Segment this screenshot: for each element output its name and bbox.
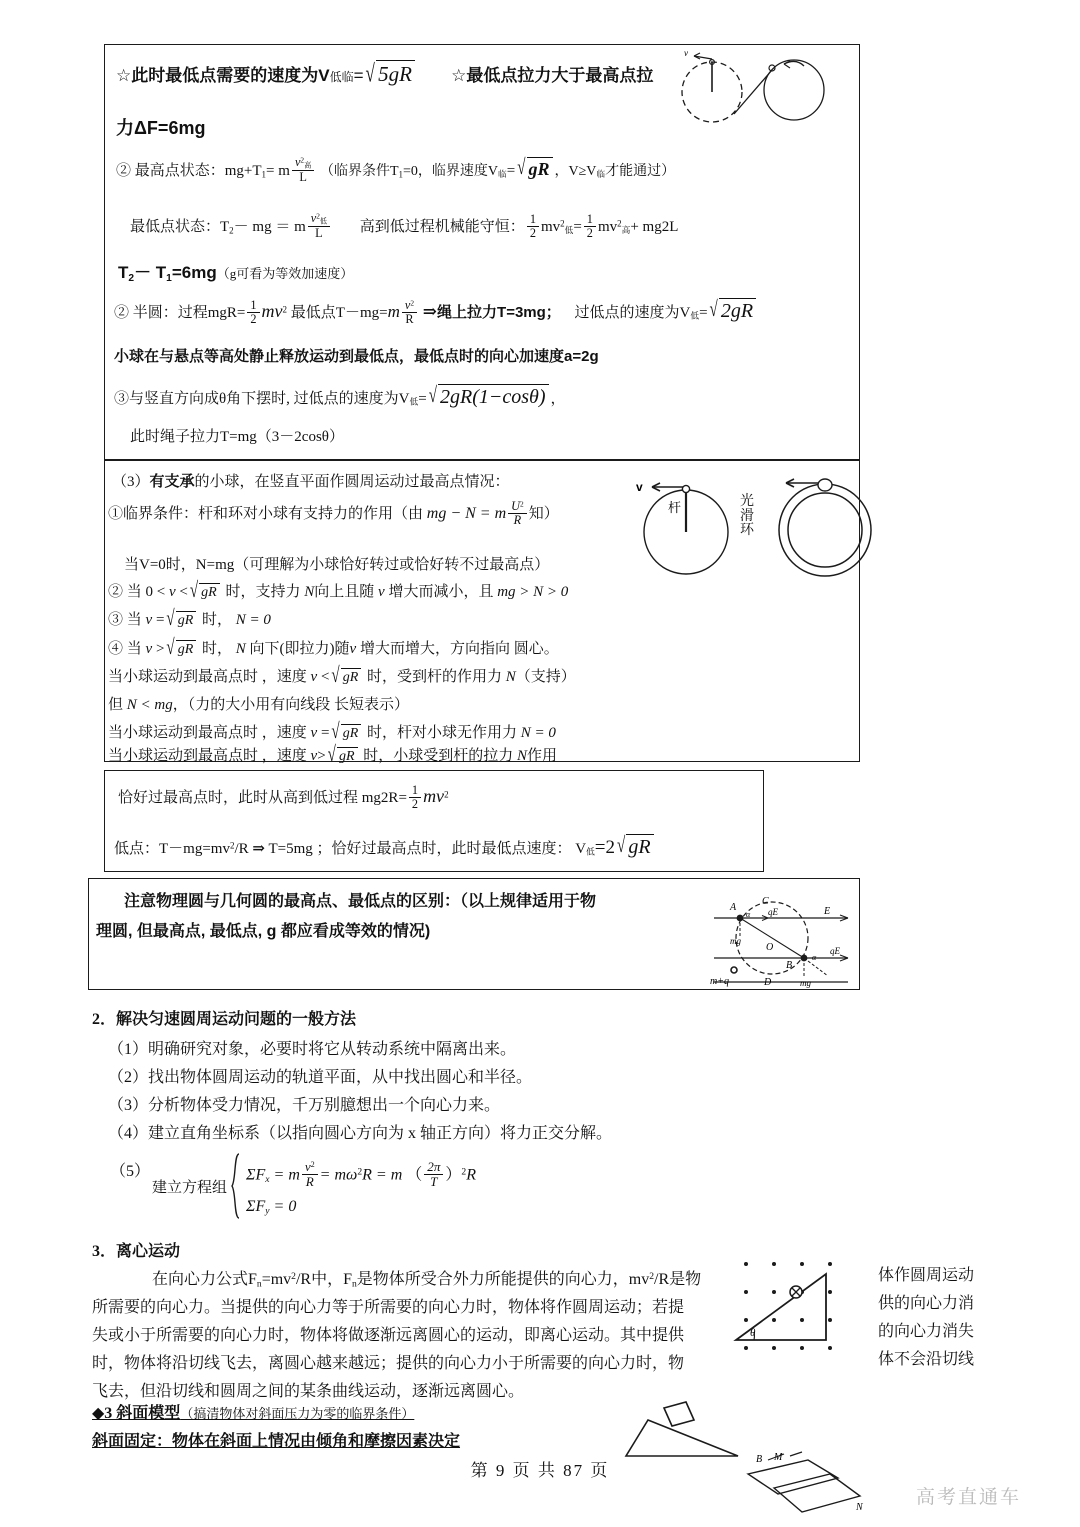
section3-para-line-3: 失或小于所需要的向心力时，物体将做逐渐远离圆心的运动，即离心运动。其中提供 <box>92 1327 685 1344</box>
section4-heading <box>92 1400 414 1423</box>
section3-right-line-3: 的向心力消失 <box>878 1323 975 1340</box>
l4-label: 高到低过程机械能守恒： <box>359 219 525 236</box>
b2l4b: < <box>179 584 188 600</box>
b2l6-rad: gR <box>176 640 197 658</box>
b3f-sup: 2 <box>444 789 449 800</box>
sqrt-gR-2: √ gR <box>190 583 222 601</box>
b2l10v: v <box>310 748 318 764</box>
b2l6gt: > <box>155 641 165 657</box>
section2-eq-line2 <box>246 1198 296 1217</box>
l3-pd: ，V≥V <box>554 164 597 180</box>
b3l2V: V <box>575 841 587 857</box>
box2-line8 <box>108 693 409 714</box>
l8-tail: ， <box>550 391 566 407</box>
label-alpha-1: α <box>746 910 751 919</box>
l4a-body: mv <box>540 219 561 236</box>
section2-item-3: （3）分析物体受力情况，千万别臆想出一个向心力来。 <box>108 1097 501 1114</box>
watermark-label: 高考直通车 <box>916 1487 1022 1508</box>
label-M: M <box>774 1452 783 1463</box>
frac-v2-L <box>292 156 314 184</box>
l3-pc: = <box>506 163 516 180</box>
b2l4a: ② 当 0 < <box>108 584 166 600</box>
s3-l1: 在向心力公式F <box>152 1271 257 1288</box>
b2l8a: 但 <box>108 697 124 713</box>
b2l7-rad: gR <box>341 668 362 686</box>
b2l4v2: v <box>378 584 385 600</box>
b2l5eq: = <box>155 612 165 628</box>
eq1g-sup: 2 <box>461 1166 467 1178</box>
b2l2-num: U <box>511 499 521 513</box>
l8-sub: 低 <box>409 396 419 407</box>
l3-pb-sub: 临 <box>498 168 507 179</box>
l4a-sup: 2 <box>560 218 565 229</box>
b2l9v: v <box>310 725 318 741</box>
section2-item-5-label: （5） <box>110 1163 151 1180</box>
b2l7lt: < <box>320 669 330 685</box>
eq1f2-num: 2π <box>424 1160 443 1175</box>
b2l4e: 增大而减小，且 <box>388 584 494 600</box>
section2-heading: 2．解决匀速圆周运动问题的一般方法 <box>92 1011 357 1028</box>
sqrt-5gR: √ 5gR <box>366 60 417 87</box>
label-A: A <box>730 902 737 913</box>
section3-para-line-5: 飞去，但沿切线和圆周之间的某条曲线运动，逐渐远离圆心。 <box>92 1383 525 1400</box>
b3l2arrow: ⇒ <box>252 841 265 857</box>
b2l9a: 当小球运动到最高点时 ，速度 <box>108 725 307 741</box>
box1-line5 <box>118 258 353 284</box>
l5-note: （g可看为等效加速度） <box>216 266 354 281</box>
box2-line1 <box>112 470 510 491</box>
eq2a: ΣF <box>246 1198 266 1215</box>
eq1a: ΣF <box>246 1166 266 1184</box>
section3-para-line-1: 在向心力公式$F_n=mv^2/R$中，$F_n$是物体所受合外力所能提供的向心力，$mv^2/R$是物 <box>152 1271 702 1290</box>
b2l4f: mg > N > 0 <box>497 584 569 600</box>
diagram-vertical-circle-loop <box>672 48 842 124</box>
l5b-sub: 1 <box>166 272 172 284</box>
l4b-sup: 2 <box>617 218 622 229</box>
b2l8b: ，（力的大小用有向线段 长短表示） <box>172 697 409 713</box>
b2l6v: v <box>145 641 153 657</box>
b2l4c: 时，支持力 <box>225 584 301 600</box>
page-footer: 第 9 页 共 87 页 <box>470 1461 610 1480</box>
brace-equations <box>230 1152 244 1220</box>
b2l6b: 时， <box>202 641 233 657</box>
b2l4d: 向上且随 <box>314 584 375 600</box>
section2-item-4: （4）建立直角坐标系（以指向圆心方向为 x 轴正方向）将力正交分解。 <box>108 1125 613 1142</box>
l3-pre: ② 最高点状态：mg+T <box>116 163 262 180</box>
box3-line2 <box>114 834 656 859</box>
eq2a-sub: y <box>265 1205 270 1217</box>
label-qE-1: qE <box>768 907 778 917</box>
b2l8m: N < mg <box>126 697 173 713</box>
l6f1-body: mv <box>261 301 283 321</box>
b2l6d: 增大而增大，方向指向 圆心。 <box>359 641 559 657</box>
box2-line10-visible <box>108 744 557 765</box>
b2l2-num-sup: 2 <box>520 499 524 509</box>
sqrt-gR-3: √ gR <box>166 611 198 629</box>
eq1h: R <box>466 1166 476 1184</box>
frac-half-2 <box>584 213 596 240</box>
b2l5c: N = 0 <box>235 612 271 628</box>
line1-text: ☆此时最低点需要的速度为V <box>116 66 330 85</box>
l3-pd-sub: 临 <box>596 168 606 179</box>
l3-pa: （临界条件T <box>319 164 399 180</box>
l4a-den: 2 <box>529 225 536 240</box>
sqrt-2gR-cos: √ 2gR(1−cosθ) <box>429 384 551 409</box>
diagram-charged-ball-circle <box>700 890 860 988</box>
diagram-smooth-ring <box>770 468 880 583</box>
b2l10b: 时，小球受到杆的拉力 <box>363 748 514 764</box>
label-N: N <box>856 1502 863 1513</box>
svg-text:v: v <box>684 48 688 58</box>
b2l2-den: R <box>513 512 522 527</box>
l8-rad: 2gR(1−cosθ) <box>438 384 549 409</box>
line1-eq: = <box>353 66 364 85</box>
b2l7N: N <box>505 669 516 685</box>
b2l9b: 时，杆对小球无作用力 <box>367 725 518 741</box>
label-C: C <box>762 896 769 907</box>
box2-line4 <box>108 580 568 601</box>
box1-line6 <box>114 298 758 326</box>
l4a-sub: 低 <box>564 224 574 235</box>
b2l9eq: = <box>320 725 330 741</box>
rod-label: 杆 <box>668 500 682 515</box>
b2l2m: mg − N = m <box>426 505 507 523</box>
frac-U2-R <box>508 500 527 527</box>
b3f-num: 1 <box>409 784 421 798</box>
l4-num-sub: 低 <box>319 217 328 226</box>
eq1f2-den: T <box>430 1173 438 1189</box>
label-alpha-2: α <box>812 953 817 962</box>
l8-eq: = <box>418 391 427 407</box>
b3l2b: /R <box>234 841 249 857</box>
label-m-plus-q: m+q <box>710 976 729 987</box>
l4-mid: － mg ＝ m <box>233 219 306 236</box>
l3-pb: =0，临界速度V <box>403 164 499 180</box>
l4-eq: = <box>573 219 582 236</box>
b3l1a: 恰好过最高点时，此时从高到低过程 <box>118 790 359 807</box>
b3l2eq: =2 <box>594 837 616 858</box>
label-E: E <box>824 906 831 917</box>
l3-num-sup: 2 <box>300 155 305 165</box>
l4-tail: + mg2L <box>630 219 679 236</box>
l6-rad: 2gR <box>719 298 756 323</box>
l4a-num: 1 <box>527 213 539 227</box>
sqrt-gR-4: √ gR <box>166 640 198 658</box>
b2l4v: v <box>168 584 176 600</box>
eq1c: = mω <box>319 1166 358 1184</box>
label-B: B <box>786 960 793 971</box>
frac-vlow2-L <box>308 212 330 240</box>
l4-den: L <box>315 225 323 240</box>
section3-para-line-2: 所需要的向心力。当提供的向心力等于所需要的向心力时，物体将作圆周运动；若提 <box>92 1299 685 1316</box>
l4-sub: 2 <box>229 225 234 236</box>
b2l4N: N <box>304 584 315 600</box>
eq1f-num: v <box>304 1159 311 1174</box>
sqrt-2gR-1: √ 2gR <box>710 298 759 323</box>
section3-right-line-2: 供的向心力消 <box>878 1295 975 1312</box>
sqrt-gR-6: √ gR <box>331 724 363 742</box>
diagram-fixed-incline <box>620 1398 750 1462</box>
l6-arrow: ⇒ <box>422 302 438 321</box>
l5c: =6mg <box>171 263 217 282</box>
l3-pa-sub: 1 <box>398 169 404 180</box>
incline-theta-label: θ <box>750 1327 756 1339</box>
l5b: － T <box>134 263 167 282</box>
b2l6a: ④ 当 <box>108 641 142 657</box>
b3l2a-sup: 2 <box>229 840 235 851</box>
box1-line2: 力ΔF=6mg <box>116 118 206 138</box>
box1-line3 <box>116 156 675 184</box>
l3-den: L <box>299 169 307 184</box>
l6-tail: 绳上拉力T=3mg； <box>437 304 561 321</box>
sqrt-radicand: 5gR <box>376 60 415 87</box>
diagram-rod-circle <box>628 472 738 582</box>
box1-line4 <box>130 212 678 240</box>
l3-pe: 才能通过） <box>605 164 676 180</box>
frac-half-1 <box>527 213 539 240</box>
l5a: T <box>118 263 129 282</box>
b2l6N: N <box>235 641 246 657</box>
eq1e: （ <box>406 1166 423 1184</box>
l3-num-sub: 高 <box>304 161 312 170</box>
b3f-body: mv <box>423 786 445 807</box>
section2-item-1: （1）明确研究对象，必要时将它从转动系统中隔离出来。 <box>108 1041 517 1058</box>
label-qE-2: qE <box>830 946 840 956</box>
b2l1a: （3） <box>112 474 150 490</box>
l3-num: v <box>294 155 301 169</box>
box2-line3: 当V=0时，N=mg（可理解为小球恰好转过或恰好转不过最高点） <box>124 557 550 573</box>
b2l6c: 向下(即拉力)随 <box>249 641 350 657</box>
label-mg-2: mg <box>800 978 811 988</box>
l5a-sub: 2 <box>128 272 135 284</box>
section3-para-line-4: 时，物体将沿切线飞去，离圆心越来越远；提供的向心力小于所需要的向心力时，物 <box>92 1355 685 1372</box>
box2-line2 <box>108 500 559 527</box>
l6-m: m <box>387 302 400 321</box>
box1-line1 <box>116 60 653 87</box>
l8-pre: ③与竖直方向成θ角下摆时, 过低点的速度为V <box>114 391 410 407</box>
eq1b: = m <box>273 1166 300 1184</box>
b2l4-rad: gR <box>199 583 220 601</box>
l4b-body: mv <box>597 219 618 236</box>
b2l7c: （支持） <box>515 669 576 685</box>
b2l7b: 时，受到杆的作用力 <box>367 669 503 685</box>
box1-line8 <box>114 384 566 409</box>
b2l7a: 当小球运动到最高点时 ，速度 <box>108 669 307 685</box>
b2l10c: 作用 <box>527 748 558 764</box>
smooth-ring-label: 光滑环 <box>740 494 754 539</box>
l6-tail2: 过低点的速度为V <box>574 305 691 321</box>
l6f1-den: 2 <box>250 311 257 326</box>
l6-eq: = <box>699 305 708 321</box>
l3-sub: 1 <box>261 169 267 180</box>
b2l9-rad: gR <box>341 724 362 742</box>
box2-line6 <box>108 637 559 658</box>
sqrt-gR-5: √ gR <box>331 668 363 686</box>
box2-line7 <box>108 665 576 686</box>
b2l1c: 的小球，在竖直平面作圆周运动过最高点情况： <box>194 474 510 490</box>
l6f1-sup: 2 <box>282 304 288 315</box>
l4b-num: 1 <box>584 213 596 227</box>
b2l5v: v <box>145 612 153 628</box>
b2l5b: 时， <box>202 612 233 628</box>
b2l7v: v <box>310 669 318 685</box>
l6f2-num: v <box>404 297 411 312</box>
eq1g: ） <box>445 1166 462 1184</box>
eq1d: R = m <box>362 1166 403 1184</box>
b2l10-rad: gR <box>337 747 358 765</box>
sqrt-gR-7: √ gR <box>328 747 360 765</box>
section3-right-line-4: 体不会沿切线 <box>878 1351 975 1368</box>
b2l2a: ①临界条件：杆和环对小球有支持力的作用（由 <box>108 506 424 523</box>
l6-pre: ② 半圆：过程mgR= <box>114 305 246 321</box>
frac-half-4 <box>409 784 421 811</box>
frac-2pi-T <box>424 1160 443 1189</box>
label-O: O <box>766 942 774 953</box>
section3-heading: 3．离心运动 <box>92 1243 181 1260</box>
l6f2-sup: 2 <box>410 298 415 308</box>
sqrt-gR-1: √ gR <box>517 157 554 180</box>
s4-head-a: ◆3 斜面模型 <box>92 1405 181 1422</box>
l4-num: v <box>310 211 317 225</box>
l4-pre: 最低点状态：T <box>130 219 230 236</box>
line1-right: ☆最低点拉力大于最高点拉 <box>451 66 654 85</box>
l6-mid: 最低点T－mg= <box>290 305 388 321</box>
rod-v-label: v <box>636 480 643 494</box>
b2l1b: 有支承 <box>149 474 195 490</box>
frac-v2-R-2 <box>302 1160 318 1189</box>
l4-num-sup: 2 <box>316 211 320 221</box>
b3l2a: 低点：T－mg=mv <box>114 841 230 857</box>
label-B2: B <box>756 1454 763 1465</box>
eq1a-sub: x <box>265 1174 270 1186</box>
box2-line9 <box>108 721 556 742</box>
section3-right-line-1: 体作圆周运动 <box>878 1267 975 1284</box>
l6-tail2-sub: 低 <box>690 310 700 321</box>
b2l6v2: v <box>349 641 357 657</box>
frac-v2-R <box>402 299 417 326</box>
label-mg-1: mg <box>730 936 741 946</box>
label-D: D <box>764 977 772 988</box>
b2l5a: ③ 当 <box>108 612 142 628</box>
l3-mid: = m <box>266 163 290 180</box>
box1-line7: 小球在与悬点等高处静止释放运动到最低点，最低点时的向心加速度a=2g <box>114 348 599 365</box>
sqrt-gR-8: √ gR <box>617 834 656 859</box>
box3-line1 <box>118 784 449 811</box>
section4-line2: 斜面固定：物体在斜面上情况由倾角和摩擦因素决定 <box>92 1433 461 1450</box>
b3l2-rad: gR <box>626 834 653 859</box>
diagram-incline-electric-field <box>734 1252 856 1362</box>
eq2b: = 0 <box>273 1198 297 1215</box>
b2l5-rad: gR <box>176 611 197 629</box>
b3l2V-sub: 低 <box>586 846 595 857</box>
b3l1b: mg2R= <box>361 790 407 807</box>
s4-head-b: （搞清物体对斜面压力为零的临界条件） <box>180 1406 415 1421</box>
b3f-den: 2 <box>411 796 419 811</box>
b2l9c: N = 0 <box>520 725 556 741</box>
eq1f-den: R <box>305 1173 314 1189</box>
frac-half-3 <box>247 299 259 326</box>
l4b-den: 2 <box>586 225 593 240</box>
eq1c-sup: 2 <box>357 1166 363 1178</box>
b3l2c: T=5mg ；恰好过最高点时，此时最低点速度： <box>268 841 572 857</box>
line1-sub: 低临 <box>329 70 354 84</box>
section2-eq-line1 <box>246 1160 476 1189</box>
b2l2b: 知） <box>528 506 559 523</box>
box4-line2: 理圆, 但最高点, 最低点, g 都应看成等效的情况) <box>96 923 431 940</box>
eq1f-sup: 2 <box>310 1160 315 1170</box>
section2-item-5-sublabel: 建立方程组 <box>152 1180 228 1196</box>
box1-line9: 此时绳子拉力T=mg（3－2cosθ） <box>130 429 344 445</box>
b2l10gt: > <box>317 748 326 764</box>
l3-rad: gR <box>527 157 553 180</box>
l6f1-num: 1 <box>247 299 259 313</box>
box2-line5 <box>108 608 271 629</box>
box4-line1: 注意物理圆与几何圆的最高点、最低点的区别：（以上规律适用于物 <box>124 893 597 910</box>
b2l10a2: 当小球运动到最高点时 ，速度 <box>108 748 307 764</box>
b2l10N: N <box>517 748 528 764</box>
l4b-sub: 高 <box>621 224 631 235</box>
l6f2-den: R <box>405 311 414 326</box>
section2-item-2: （2）找出物体圆周运动的轨道平面，从中找出圆心和半径。 <box>108 1069 533 1086</box>
